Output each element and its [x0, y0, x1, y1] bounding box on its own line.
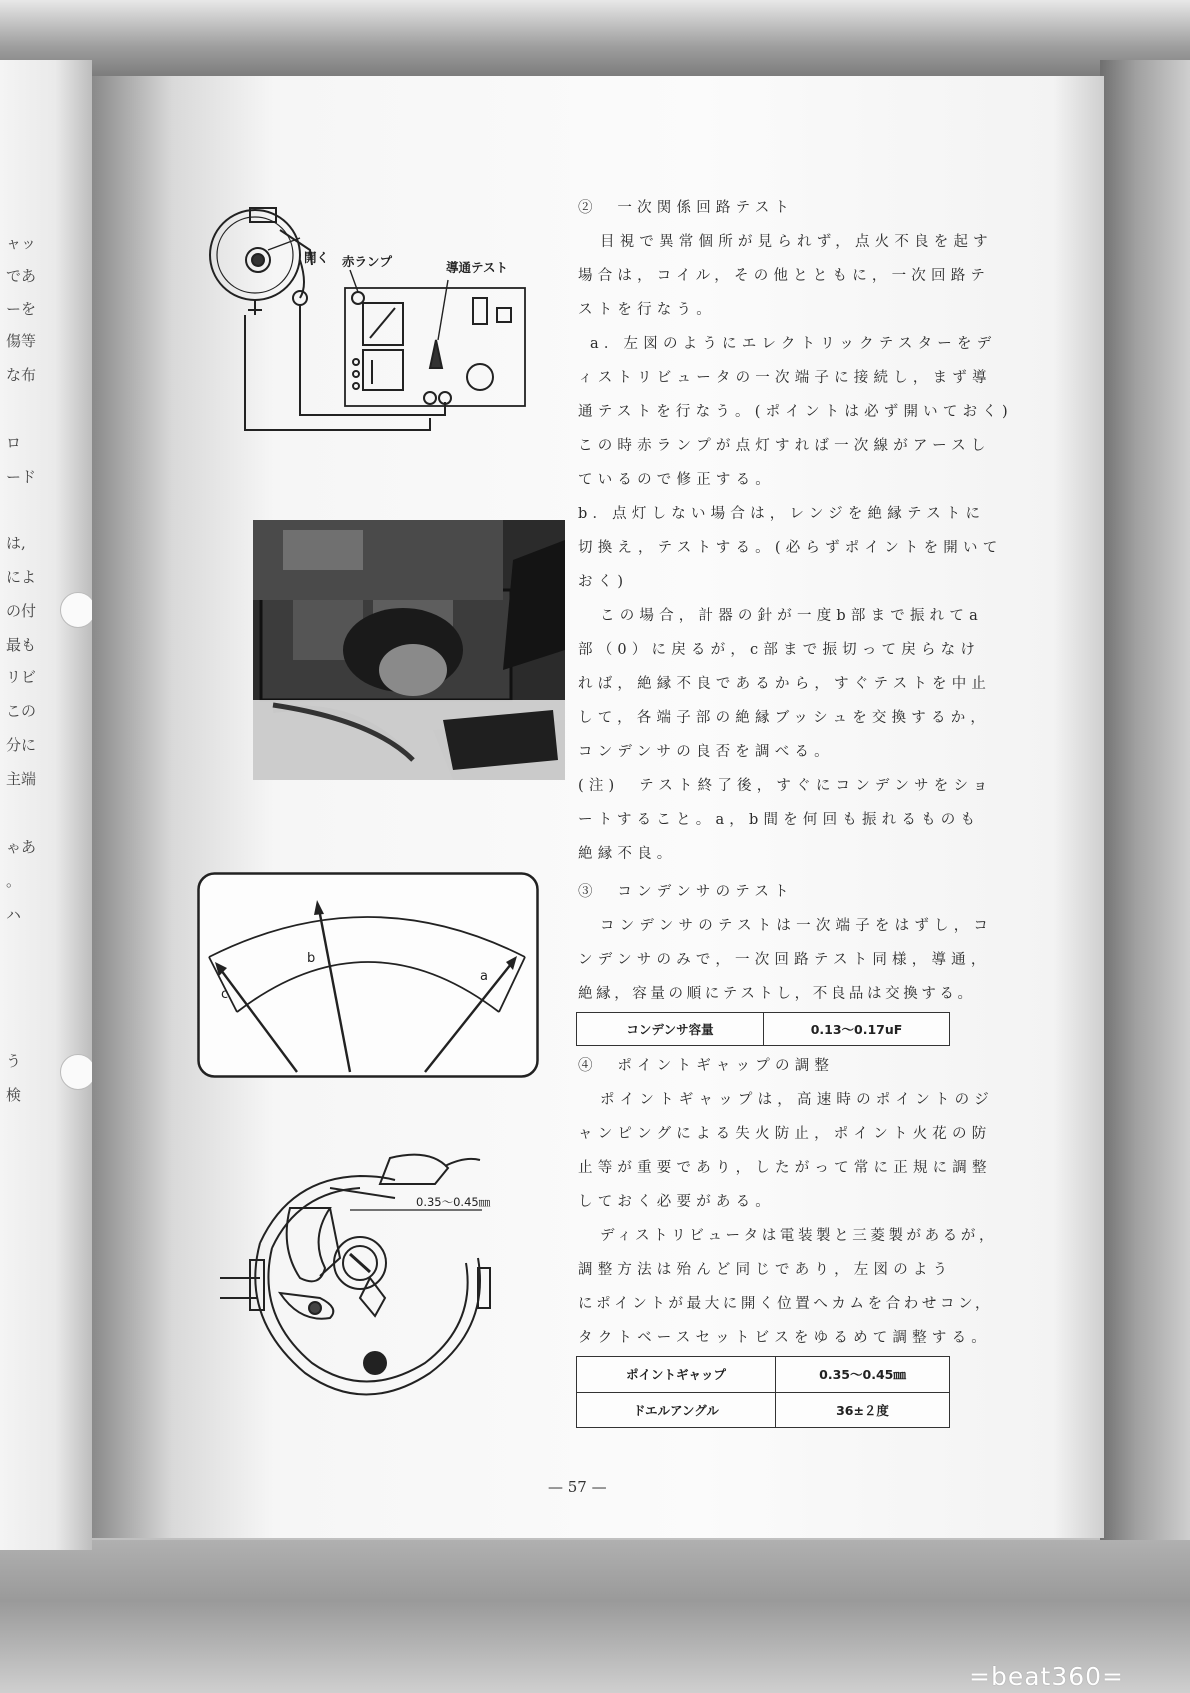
body-line: ャンピングによる失火防止，ポイント火花の防 — [578, 1126, 992, 1142]
tester-photo — [253, 520, 565, 780]
body-line: コンデンサのテストは一次端子をはずし，コ — [600, 918, 994, 934]
page-number: — 57 — — [548, 1478, 607, 1496]
body-line: (注) テスト終了後，すぐにコンデンサをショ — [578, 778, 993, 794]
point-gap-value: 0.35〜0.45㎜ — [776, 1357, 950, 1393]
tester-wiring-diagram — [200, 190, 570, 470]
left-page-fragment: 分に — [6, 736, 37, 754]
left-page-fragment: 最も — [6, 636, 37, 654]
left-page-fragment: な布 — [6, 366, 37, 384]
body-line: 絶縁不良。 — [578, 846, 677, 862]
meter-gauge-diagram — [197, 872, 539, 1078]
body-line: しておく必要がある。 — [578, 1194, 775, 1210]
body-line: ディストリビュータは電装製と三菱製があるが， — [600, 1228, 998, 1244]
left-page-fragment: 傷等 — [6, 332, 37, 350]
left-page-fragment: リビ — [6, 668, 37, 686]
body-line: この時赤ランプが点灯すれば一次線がアースし — [578, 438, 991, 454]
punch-hole — [60, 592, 96, 628]
body-line: ィストリビュータの一次端子に接続し，まず導 — [578, 370, 992, 386]
left-page-fragment: ゃあ — [6, 838, 37, 856]
point-gap-diagram — [220, 1148, 520, 1408]
body-line: 部（0）に戻るが，c部まで振切って戻らなけ — [578, 642, 981, 658]
point-gap-table — [576, 1356, 950, 1428]
gauge-label-c: c — [221, 987, 229, 1002]
left-page-fragment: であ — [6, 267, 37, 285]
left-page-fragment: 主端 — [6, 770, 37, 788]
left-page-fragment: 検 — [6, 1086, 22, 1104]
left-page-fragment: この — [6, 702, 37, 720]
body-line: 目視で異常個所が見られず，点火不良を起す — [600, 234, 993, 250]
body-line: にポイントが最大に開く位置へカムを合わせコン， — [578, 1296, 994, 1312]
body-line: 絶縁，容量の順にテストし，不良品は交換する。 — [578, 986, 976, 1002]
gauge-label-b: b — [307, 951, 316, 966]
body-line: 切換え，テストする。(必らずポイントを開いて — [578, 540, 1003, 556]
body-line: ポイントギャップは，高速時のポイントのジ — [600, 1092, 994, 1108]
body-line: 止等が重要であり，したがって常に正規に調整 — [578, 1160, 992, 1176]
body-line: この場合，計器の針が一度b部まで振れてa — [600, 608, 983, 624]
body-line: ンデンサのみで，一次回路テスト同様，導通， — [578, 952, 991, 968]
body-line: タクトベースセットビスをゆるめて調整する。 — [578, 1330, 991, 1346]
body-line: コンデンサの良否を調べる。 — [578, 744, 834, 760]
body-line: a．左図のようにエレクトリックテスターをデ — [590, 336, 997, 352]
point-gap-label: ポイントギャップ — [577, 1357, 776, 1393]
left-page-fragment: によ — [6, 568, 37, 586]
body-line: 調整方法は殆んど同じであり，左図のよう — [578, 1262, 953, 1278]
condenser-capacity-value: 0.13〜0.17uF — [764, 1013, 950, 1046]
left-facing-page — [0, 60, 92, 1550]
body-line: おく) — [578, 574, 629, 590]
left-page-fragment: ャッ — [6, 234, 37, 252]
scan-top-shadow — [0, 0, 1190, 78]
section-3-heading: ③ コンデンサのテスト — [578, 884, 794, 900]
gauge-label-a: a — [480, 969, 488, 984]
left-page-fragment: う — [6, 1052, 22, 1070]
left-page-fragment: の付 — [6, 602, 37, 620]
condenser-capacity-label: コンデンサ容量 — [577, 1013, 764, 1046]
body-line: 通テストを行なう。(ポイントは必ず開いておく) — [578, 404, 1013, 420]
left-page-fragment: ハ — [6, 906, 22, 924]
body-line: ストを行なう。 — [578, 302, 716, 318]
left-page-fragment: ーを — [6, 300, 37, 318]
body-line: ートすること。a，b間を何回も振れるものも — [578, 812, 981, 828]
photo-content — [253, 520, 565, 780]
section-4-heading: ④ ポイントギャップの調整 — [578, 1058, 835, 1074]
condenser-capacity-table — [576, 1012, 950, 1046]
punch-hole — [60, 1054, 96, 1090]
left-page-fragment: ード — [6, 468, 37, 486]
body-line: れば，絶縁不良であるから，すぐテストを中止 — [578, 676, 992, 692]
body-line: b．点灯しない場合は，レンジを絶縁テストに — [578, 506, 986, 522]
left-page-fragment: 。 — [6, 872, 22, 890]
scan-right-edge — [1100, 60, 1190, 1540]
dwell-angle-label: ドエルアングル — [577, 1392, 776, 1428]
label-red-lamp: 赤ランプ — [342, 254, 393, 269]
body-line: して，各端子部の絶縁ブッシュを交換するか， — [578, 710, 991, 726]
body-line: 場合は，コイル，その他とともに，一次回路テ — [578, 268, 991, 284]
left-page-fragment: ロ — [6, 434, 22, 452]
label-continuity-test: 導通テスト — [446, 260, 509, 275]
dwell-angle-value: 36±２度 — [776, 1392, 950, 1428]
left-page-fragment: は, — [6, 534, 26, 552]
section-2-heading: ② 一次関係回路テスト — [578, 200, 795, 216]
body-line: ているので修正する。 — [578, 472, 775, 488]
watermark: =beat360= — [969, 1662, 1124, 1691]
gap-label: 0.35〜0.45㎜ — [416, 1195, 491, 1209]
label-open: 開く — [304, 250, 330, 265]
